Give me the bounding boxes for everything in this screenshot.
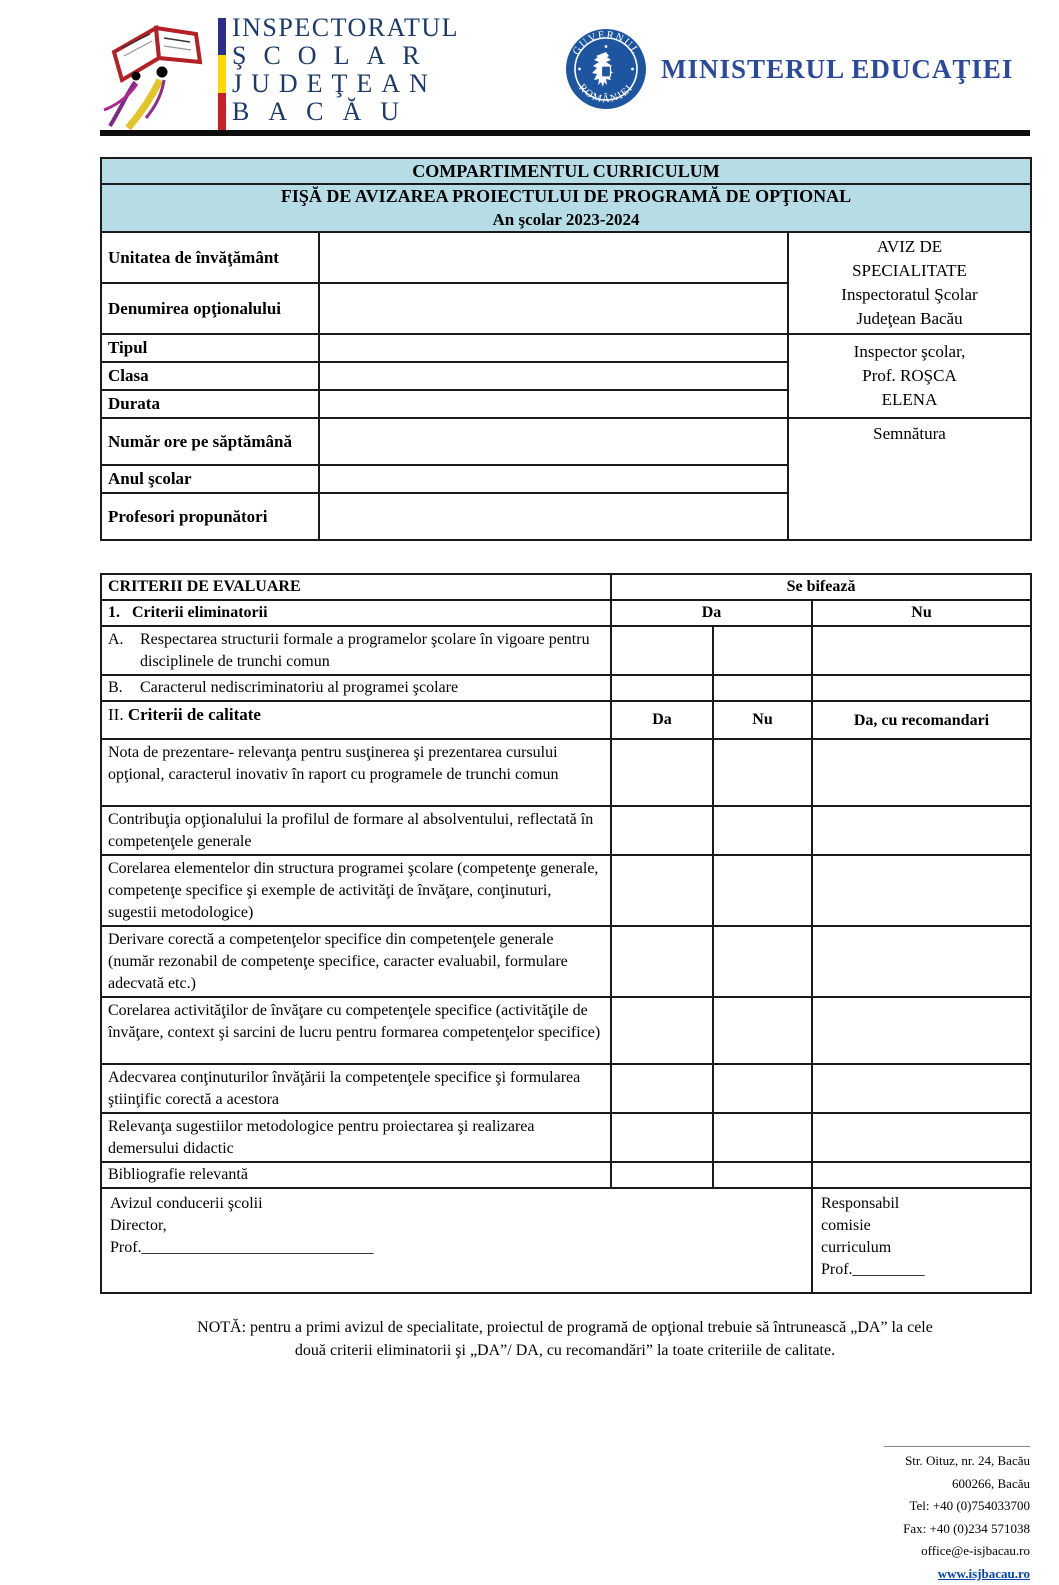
form-label-durata: Durata (101, 390, 319, 418)
check-cell-q8-darec (812, 1162, 1031, 1188)
criterion-b-text: Caracterul nediscriminatoriu al programei şcolare (140, 679, 459, 696)
contact-tel: Tel: +40 (0)754033700 (909, 1498, 1030, 1513)
semnatura-label: Semnătura (873, 424, 946, 443)
semnatura-cell (788, 418, 1031, 540)
svg-text:ROMÂNIEI: ROMÂNIEI (576, 82, 636, 106)
section2-col-da-rec: Da, cu recomandari (812, 701, 1031, 739)
section1-col-da: Da (611, 600, 812, 626)
contact-address-2: 600266, Bacău (952, 1475, 1030, 1491)
isj-bacau-logo (100, 14, 459, 132)
quality-criterion-3: Corelarea elementelor din structura programei şcolare (competenţe generale, competenţe specifice şi exemple de activităţi de învăţare, conţinuturi, sugestii metodologice) (101, 855, 611, 926)
criteria-title: CRITERII DE EVALUARE (101, 574, 611, 600)
check-cell-q1-da (611, 739, 713, 806)
check-cell-q5-nu (713, 997, 812, 1064)
check-cell-a-nu (812, 626, 1031, 675)
criterion-a-text: Respectarea structurii formale a programelor şcolare în vigoare pentru disciplinele de trunchi comun (140, 631, 590, 670)
section2-label: Criterii de calitate (127, 705, 261, 724)
document-page (100, 0, 1030, 1585)
section1-marker: 1. (108, 604, 120, 621)
section2-marker: II. (108, 705, 124, 724)
romanian-flag-stripe-icon (218, 18, 226, 130)
footnote-line-1: NOTĂ: pentru a primi avizul de specialitate, proiectul de programă de opţional trebuie să întrunească „DA” la cele (197, 1319, 933, 1336)
ministry-name: MINISTERUL EDUCAŢIEI (661, 53, 1014, 84)
quality-criterion-2: Contribuţia opţionalului la profilul de formare al absolventului, reflectată în competenţele generale (101, 806, 611, 855)
check-cell-q1-darec (812, 739, 1031, 806)
isj-logo-text (232, 14, 459, 126)
form-value-numar-ore (319, 418, 788, 465)
isj-text-line-1: INSPECTORATUL (232, 13, 460, 42)
isj-text-line-2: ŞCOLAR (232, 41, 437, 70)
approval-prof-signature-line: Prof._____________________________ (110, 1239, 374, 1256)
form-value-clasa (319, 362, 788, 390)
check-cell-q8-nu (713, 1162, 812, 1188)
approval-director: Director, (110, 1217, 167, 1234)
committee-line-3: curriculum (821, 1239, 892, 1256)
inspector-line-1: Inspector şcolar, (853, 342, 966, 361)
contact-divider-rule (884, 1446, 1030, 1447)
inspector-cell (788, 334, 1031, 418)
criteria-table (100, 573, 1032, 1294)
curriculum-committee-cell (812, 1188, 1031, 1293)
committee-line-2: comisie (821, 1217, 871, 1234)
form-label-tipul: Tipul (101, 334, 319, 362)
quality-criterion-1: Nota de prezentare- relevanţa pentru susţinerea şi prezentarea cursului opţional, caracterul inovativ în raport cu programele de trunchi comun (101, 739, 611, 806)
criterion-b (101, 675, 611, 701)
check-cell-q2-darec (812, 806, 1031, 855)
footnote (100, 1316, 1030, 1362)
form-table (100, 157, 1032, 541)
check-cell-q7-nu (713, 1113, 812, 1162)
inspector-line-2: Prof. ROŞCA (862, 366, 957, 385)
committee-line-1: Responsabil (821, 1195, 900, 1212)
check-cell-q2-da (611, 806, 713, 855)
approval-title: Avizul conducerii şcolii (110, 1195, 263, 1212)
form-value-anul-scolar (319, 465, 788, 493)
check-cell-q4-da (611, 926, 713, 997)
contact-block (100, 1446, 1030, 1585)
check-cell-b-da2 (713, 675, 812, 701)
contact-website-link[interactable]: www.isjbacau.ro (937, 1565, 1030, 1581)
school-approval-cell (101, 1188, 812, 1293)
check-cell-q3-da (611, 855, 713, 926)
document-title: FIŞĂ DE AVIZAREA PROIECTULUI DE PROGRAMĂ DE OPŢIONAL (280, 186, 852, 206)
check-cell-q6-nu (713, 1064, 812, 1113)
school-year: An şcolar 2023-2024 (492, 210, 640, 229)
check-cell-a-da2 (713, 626, 812, 675)
section2-col-nu: Nu (713, 701, 812, 739)
aviz-line-3: Inspectoratul Şcolar (841, 285, 978, 304)
inspector-line-3: ELENA (881, 390, 938, 409)
document-title-cell (101, 184, 1031, 232)
form-value-durata (319, 390, 788, 418)
check-cell-q7-da (611, 1113, 713, 1162)
contact-fax: Fax: +40 (0)234 571038 (903, 1520, 1030, 1536)
check-cell-q1-nu (713, 739, 812, 806)
guvernul-romaniei-seal-icon (565, 28, 647, 110)
check-cell-b-nu (812, 675, 1031, 701)
quality-criterion-6: Adecvarea conţinuturilor învăţării la competenţele specifice şi formularea ştiinţific corectă a acestora (101, 1064, 611, 1113)
aviz-line-2: SPECIALITATE (852, 261, 967, 280)
quality-criterion-5: Corelarea activităţilor de învăţare cu competenţele specifice (activităţile de învăţare, context şi sarcini de lucru pentru formarea competenţelor specifice) (101, 997, 611, 1064)
quality-criterion-8: Bibliografie relevantă (101, 1162, 611, 1188)
section1-header (101, 600, 611, 626)
form-value-profesori (319, 493, 788, 540)
form-label-profesori: Profesori propunători (101, 493, 319, 540)
check-cell-q7-darec (812, 1113, 1031, 1162)
section1-label: Criterii eliminatorii (132, 604, 268, 621)
form-label-anul-scolar: Anul şcolar (101, 465, 319, 493)
aviz-line-1: AVIZ DE (876, 237, 943, 256)
form-value-unitatea (319, 232, 788, 283)
contact-email: office@e-isjbacau.ro (921, 1543, 1030, 1558)
open-book-icon (100, 14, 218, 132)
check-cell-a-da1 (611, 626, 713, 675)
form-label-numar-ore: Număr ore pe săptămână (101, 418, 319, 465)
check-cell-q6-darec (812, 1064, 1031, 1113)
compartment-title: COMPARTIMENTUL CURRICULUM (101, 158, 1031, 184)
criterion-a-marker: A. (108, 631, 124, 648)
criterion-a (101, 626, 611, 675)
check-cell-q5-darec (812, 997, 1031, 1064)
masthead (100, 0, 1030, 128)
svg-text:GUVERNUL: GUVERNUL (571, 29, 642, 58)
check-cell-q5-da (611, 997, 713, 1064)
quality-criterion-7: Relevanţa sugestiilor metodologice pentru proiectarea şi realizarea demersului didactic (101, 1113, 611, 1162)
check-cell-b-da1 (611, 675, 713, 701)
section2-header (101, 701, 611, 739)
footnote-line-2: două criterii eliminatorii şi „DA”/ DA, cu recomandări” la toate criteriile de calitate. (294, 1342, 836, 1359)
isj-text-line-4: BACĂU (232, 97, 419, 126)
aviz-specialitate-cell (788, 232, 1031, 334)
check-cell-q3-darec (812, 855, 1031, 926)
check-cell-q4-darec (812, 926, 1031, 997)
quality-criterion-4: Derivare corectă a competenţelor specifice din competenţele generale (număr rezonabil de competenţe specifice, caracter evaluabil, formulare adecvată etc.) (101, 926, 611, 997)
section1-col-nu: Nu (812, 600, 1031, 626)
section2-col-da: Da (611, 701, 713, 739)
isj-text-line-3: JUDEŢEAN (232, 69, 437, 98)
form-label-unitatea: Unitatea de învăţământ (101, 232, 319, 283)
ministry-logo (565, 28, 1013, 110)
check-cell-q8-da (611, 1162, 713, 1188)
check-cell-q4-nu (713, 926, 812, 997)
form-value-denumirea (319, 283, 788, 334)
form-label-clasa: Clasa (101, 362, 319, 390)
check-cell-q6-da (611, 1064, 713, 1113)
aviz-line-4: Judeţean Bacău (856, 309, 963, 328)
check-cell-q2-nu (713, 806, 812, 855)
criterion-b-marker: B. (108, 679, 123, 696)
contact-address-1: Str. Oituz, nr. 24, Bacău (905, 1453, 1030, 1468)
form-value-tipul (319, 334, 788, 362)
form-label-denumirea: Denumirea opţionalului (101, 283, 319, 334)
se-bifeaza-header: Se bifează (611, 574, 1031, 600)
committee-prof-signature-line: Prof._________ (821, 1261, 925, 1278)
check-cell-q3-nu (713, 855, 812, 926)
